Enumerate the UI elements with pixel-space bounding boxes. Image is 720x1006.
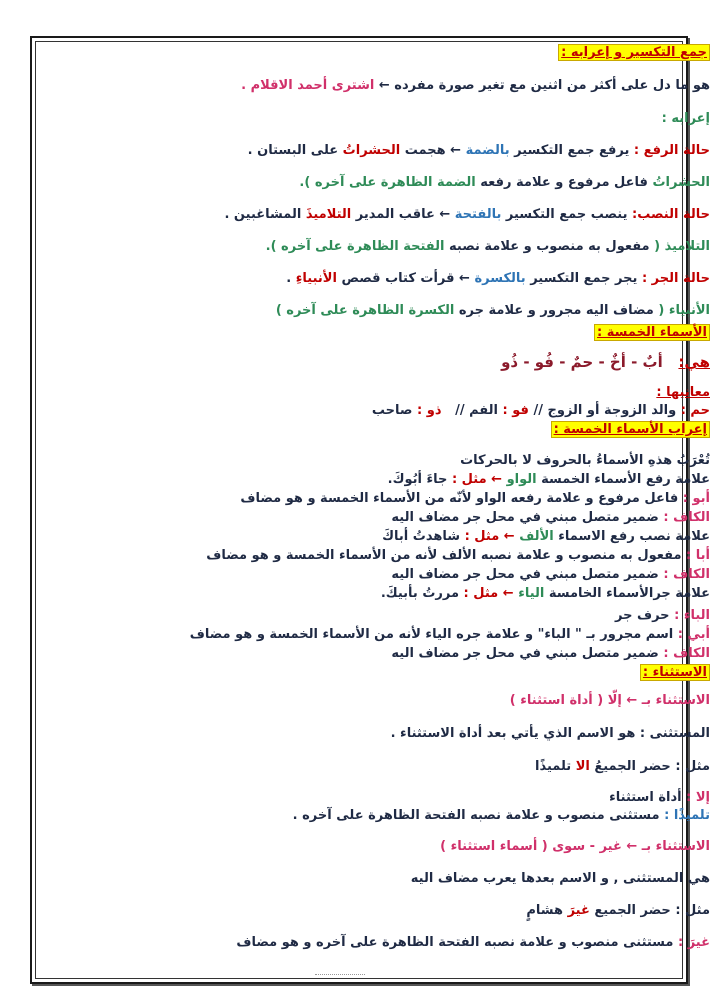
five-nouns-list: أبٌ - أخٌ - حمٌ - فُو - ذُو bbox=[501, 353, 663, 371]
jarr-rest: . bbox=[286, 271, 292, 286]
kaf1-word: الكاف : bbox=[663, 510, 710, 525]
five-jarr-text: علامة جرالأسماء الخامسة bbox=[548, 586, 710, 601]
kaf1-text: ضمير متصل مبني في محل جر مضاف اليه bbox=[391, 510, 659, 525]
five-nasb-ex-text: شاهدتُ أباكَ bbox=[382, 529, 461, 544]
illa-def-line bbox=[8, 789, 710, 807]
raf-explanation bbox=[8, 174, 710, 192]
plural-definition bbox=[8, 77, 710, 95]
meaning-ham-text: والد الزوجة أو الزوج // bbox=[533, 403, 677, 418]
example2-ghayr: غيرَ bbox=[567, 903, 590, 918]
five-nouns-irab-heading-line bbox=[8, 421, 710, 439]
meaning-dhu-word: ذو : bbox=[417, 403, 442, 418]
five-raf-text: علامة رفع الأسماء الخمسة bbox=[541, 472, 710, 487]
meanings-line bbox=[8, 402, 710, 420]
meanings-heading: معانيها : bbox=[656, 385, 710, 400]
example2-text: حضر الجميع bbox=[594, 903, 671, 918]
example1-illa: الا bbox=[575, 759, 590, 774]
ghayr-word: غيرَ : bbox=[678, 935, 710, 950]
five-nouns-heading-line bbox=[8, 324, 710, 342]
five-nouns-hiya: هي: bbox=[678, 353, 710, 371]
meaning-ham-word: حم : bbox=[680, 403, 710, 418]
hiya-text: هي المستثنى , و الاسم بعدها يعرب مضاف اليه bbox=[410, 871, 710, 886]
meaning-fu-text: الفم // bbox=[455, 403, 499, 418]
kaf2-line bbox=[8, 566, 710, 584]
jarr-arrow: ← قرأت كتاب قصص bbox=[341, 271, 470, 286]
kaf3-text: ضمير متصل مبني في محل جر مضاف اليه bbox=[391, 646, 659, 661]
five-raf-ex-text: جاءَ أبُوكَ. bbox=[387, 472, 448, 487]
ghayr-rule-line bbox=[8, 838, 710, 856]
plural-heading: جمع التكسير و إعرابه : bbox=[558, 44, 710, 61]
nasb-text: ينصب جمع التكسير bbox=[505, 207, 628, 222]
raf-case: حالة الرفع : bbox=[633, 143, 710, 158]
irab-intro-text: تُعْرَبُ هذهِ الأسماءُ بالحروف لا بالحركات bbox=[460, 453, 710, 468]
aba-word: أبا : bbox=[686, 548, 710, 563]
illa-word: إلا : bbox=[686, 790, 710, 805]
irab-label: إعرابه : bbox=[661, 111, 710, 126]
meaning-dhu-text: صاحب bbox=[371, 403, 413, 418]
illa-text: أداة استثناء bbox=[609, 790, 682, 805]
kaf3-line bbox=[8, 645, 710, 663]
example2-line bbox=[8, 902, 710, 920]
five-nouns-irab-heading: إعراب الأسماء الخمسة : bbox=[551, 421, 710, 438]
raf-text: يرفع جمع التكسير bbox=[514, 143, 630, 158]
jarr-exp-text: مضاف اليه مجرور و علامة جره bbox=[458, 303, 654, 318]
abi-line bbox=[8, 626, 710, 644]
example1-label: مثل : bbox=[675, 759, 710, 774]
nasb-exp-text: مفعول به منصوب و علامة نصبه bbox=[449, 239, 650, 254]
hiya-line bbox=[8, 870, 710, 888]
nasb-rest: المشاغبين . bbox=[224, 207, 302, 222]
plural-heading-line bbox=[8, 44, 710, 62]
meanings-heading-line bbox=[8, 384, 710, 402]
illa-rule-line bbox=[8, 692, 710, 710]
raf-mark: بالضمة bbox=[465, 143, 510, 158]
mustathna-line bbox=[8, 725, 710, 743]
footer-divider bbox=[315, 974, 365, 979]
tilmidh-line bbox=[8, 807, 710, 825]
five-jarr-mark: الياء bbox=[518, 586, 545, 601]
raf-exp-word: الحشراتُ bbox=[652, 175, 710, 190]
five-nouns-list-line bbox=[8, 353, 710, 371]
aba-text: مفعول به منصوب و علامة نصبه الألف لأنه من الأسماء الخمسة و هو مضاف bbox=[206, 548, 682, 563]
five-jarr-ex-text: مررتُ بأبيكَ. bbox=[380, 586, 460, 601]
nasb-case: حالة النصب: bbox=[632, 207, 710, 222]
jarr-line bbox=[8, 270, 710, 288]
abu-text: فاعل مرفوع و علامة رفعه الواو لأنّه من الأسماء الخمسة و هو مضاف bbox=[240, 491, 679, 506]
baa-line bbox=[8, 607, 710, 625]
abi-text: اسم مجرور بـ " الباء" و علامة جره الياء لأنه من الأسماء الخمسة و هو مضاف bbox=[189, 627, 674, 642]
example1-word: تلميذًا bbox=[534, 759, 572, 774]
five-jarr-line bbox=[8, 585, 710, 603]
tilmidh-word: تلميذًا : bbox=[664, 808, 710, 823]
ghayr-text: مستثنى منصوب و علامة نصبه الفتحة الظاهرة على آخره و هو مضاف bbox=[236, 935, 674, 950]
five-nasb-text: علامة نصب رفع الاسماء bbox=[558, 529, 710, 544]
nasb-line bbox=[8, 206, 710, 224]
jarr-exp-word: الأنبياء ( bbox=[658, 303, 710, 318]
five-nasb-line bbox=[8, 528, 710, 546]
nasb-explanation bbox=[8, 238, 710, 256]
kaf2-text: ضمير متصل مبني في محل جر مضاف اليه bbox=[391, 567, 659, 582]
raf-line bbox=[8, 142, 710, 160]
five-nasb-mark: الألف bbox=[519, 529, 554, 544]
kaf1-line bbox=[8, 509, 710, 527]
illa-rule: الاستثناء بـ ← إلّا ( أداة استثناء ) bbox=[509, 693, 710, 708]
jarr-exp-mark: الكسرة الظاهرة على آخره ) bbox=[275, 303, 455, 318]
jarr-mark: بالكسرة bbox=[474, 271, 526, 286]
raf-exp-mark: الضمة الظاهرة على آخره ). bbox=[299, 175, 476, 190]
jarr-case: حالة الجر : bbox=[641, 271, 710, 286]
plural-def-text: هو ما دل على أكثر من اثنين مع تغير صورة مفرده ← bbox=[378, 78, 710, 93]
raf-exp-text: فاعل مرفوع و علامة رفعه bbox=[480, 175, 648, 190]
exception-heading: الاستثناء : bbox=[640, 664, 710, 681]
example2-word: هشامٍ bbox=[526, 903, 564, 918]
tilmidh-text: مستثنى منصوب و علامة نصبه الفتحة الظاهرة على آخره . bbox=[292, 808, 660, 823]
example1-text: حضر الجميعُ bbox=[594, 759, 671, 774]
jarr-text: يجر جمع التكسير bbox=[530, 271, 638, 286]
nasb-exp-mark: الفتحة الظاهرة على آخره ). bbox=[265, 239, 445, 254]
meaning-fu-word: فو : bbox=[502, 403, 529, 418]
raf-word: الحشراتُ bbox=[342, 143, 401, 158]
five-raf-mark: الواو bbox=[506, 472, 537, 487]
kaf2-word: الكاف : bbox=[663, 567, 710, 582]
five-raf-ex: ← مثل : bbox=[451, 472, 503, 487]
raf-rest: على البستان . bbox=[247, 143, 339, 158]
baa-word: الباء : bbox=[674, 608, 710, 623]
nasb-word: التلاميذَ bbox=[305, 207, 352, 222]
ghayr-rule: الاستثناء بـ ← غير - سوى ( أسماء استثناء ) bbox=[440, 839, 710, 854]
irab-intro bbox=[8, 452, 710, 470]
baa-text: حرف جر bbox=[615, 608, 670, 623]
abi-word: أبي : bbox=[677, 627, 710, 642]
jarr-explanation bbox=[8, 302, 710, 320]
five-raf-line bbox=[8, 471, 710, 489]
five-nasb-ex: ← مثل : bbox=[464, 529, 515, 544]
example2-label: مثل : bbox=[675, 903, 710, 918]
mustathna-word: المستثنى : bbox=[639, 726, 710, 741]
kaf3-word: الكاف : bbox=[663, 646, 710, 661]
jarr-word: الأنبياءِ bbox=[295, 271, 337, 286]
five-jarr-ex: ← مثل : bbox=[463, 586, 514, 601]
irab-line bbox=[8, 110, 710, 128]
aba-line bbox=[8, 547, 710, 565]
nasb-mark: بالفتحة bbox=[454, 207, 502, 222]
example1-line bbox=[8, 758, 710, 776]
plural-def-example: اشترى أحمد الاقلام . bbox=[241, 78, 375, 93]
abu-word: أبو : bbox=[682, 491, 710, 506]
mustathna-text: هو الاسم الذي يأتي بعد أداة الاستثناء . bbox=[390, 726, 636, 741]
five-nouns-heading: الأسماء الخمسة : bbox=[594, 324, 710, 341]
ghayr-def-line bbox=[8, 934, 710, 952]
nasb-exp-word: التلاميذ ( bbox=[654, 239, 710, 254]
abu-line bbox=[8, 490, 710, 508]
raf-arrow: ← هجمت bbox=[404, 143, 462, 158]
exception-heading-line bbox=[8, 664, 710, 682]
nasb-arrow: ← عاقب المدير bbox=[355, 207, 451, 222]
